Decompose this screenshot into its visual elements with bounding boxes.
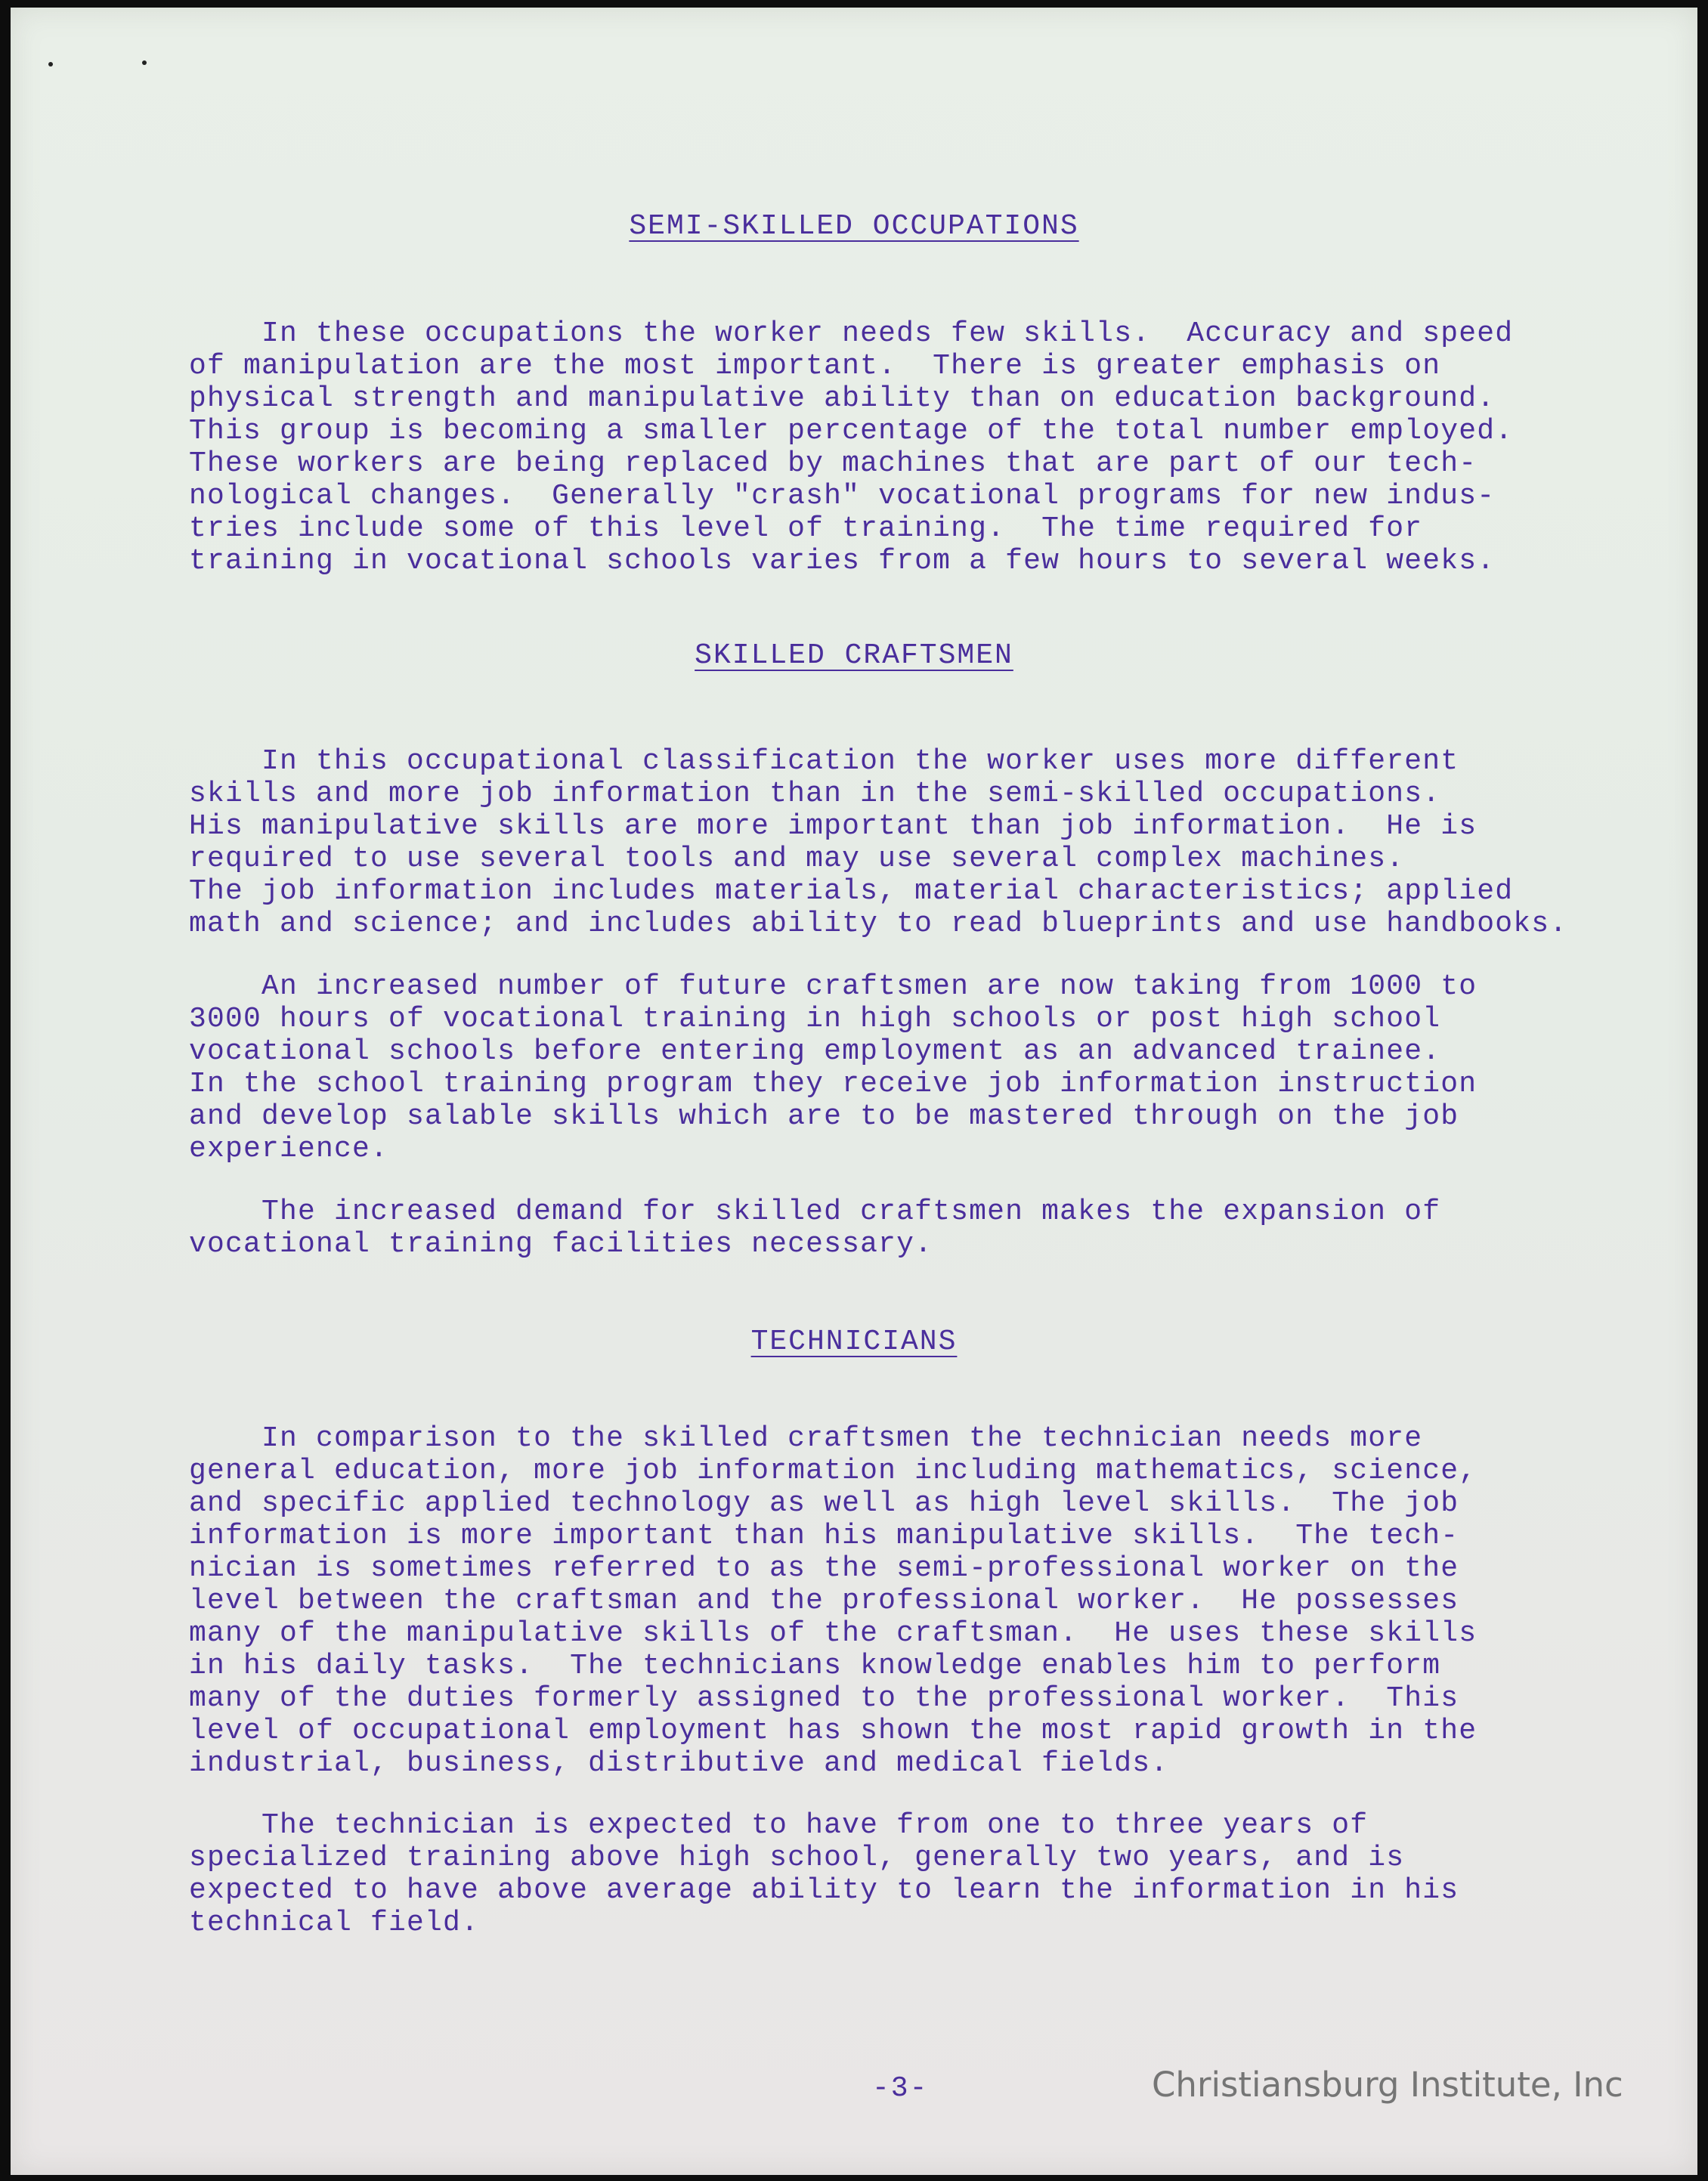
watermark: Christiansburg Institute, Inc [1152, 2065, 1623, 2105]
paragraph-skilled-craftsmen-1: In this occupational classification the worker uses more different skills and more job information than in the semi-skilled occupations. His manipulative skills are more important than job information. He is required to use several tools and may use several complex machines. The job information includes materials, material characteristics; applied math and science; and includes ability to read blueprints and use handbooks. [189, 745, 1568, 940]
section-heading-skilled-craftsmen: SKILLED CRAFTSMEN [695, 639, 1013, 672]
paragraph-skilled-craftsmen-2: An increased number of future craftsmen are now taking from 1000 to 3000 hours of vocational training in high schools or post high school vocational schools before entering employment as an advanced trainee. In the school training program they receive job information instruction and develop salable skills which are to be mastered through on the job experience. [189, 970, 1477, 1165]
paragraph-technicians-1: In comparison to the skilled craftsmen the technician needs more general education, more job information including mathematics, science, and specific applied technology as well as high level skills. The job information is more important than his manipulative skills. The tech- nician is sometimes referred to as the semi-professional worker on the level between the craftsman and the professional worker. He possesses many of the manipulative skills of the craftsman. He uses these skills in his daily tasks. The technicians knowledge enables him to perform many of the duties formerly assigned to the professional worker. This level of occupational employment has shown the most rapid growth in the industrial, business, distributive and medical fields. [189, 1422, 1477, 1780]
paragraph-technicians-2: The technician is expected to have from one to three years of specialized training above high school, generally two years, and is expected to have above average ability to learn the information in his technical field. [189, 1809, 1459, 1939]
paragraph-skilled-craftsmen-3: The increased demand for skilled craftsmen makes the expansion of vocational training facilities necessary. [189, 1196, 1441, 1261]
section-heading-technicians: TECHNICIANS [750, 1326, 958, 1358]
paragraph-semi-skilled: In these occupations the worker needs few skills. Accuracy and speed of manipulation are the most important. There is greater emphasis on physical strength and manipulative ability than on education background. This group is becoming a smaller percentage of the total number employed. These workers are being replaced by machines that are part of our tech- nological changes. Generally "crash" vocational programs for new indus- tries include some of this level of training. The time required for training in vocational schools varies from a few hours to several weeks. [189, 317, 1514, 577]
section-heading-semi-skilled: SEMI-SKILLED OCCUPATIONS [629, 210, 1079, 243]
margin-speck [48, 62, 53, 67]
document-page [11, 8, 1697, 2175]
page-number: -3- [872, 2072, 929, 2105]
margin-speck [142, 60, 147, 65]
